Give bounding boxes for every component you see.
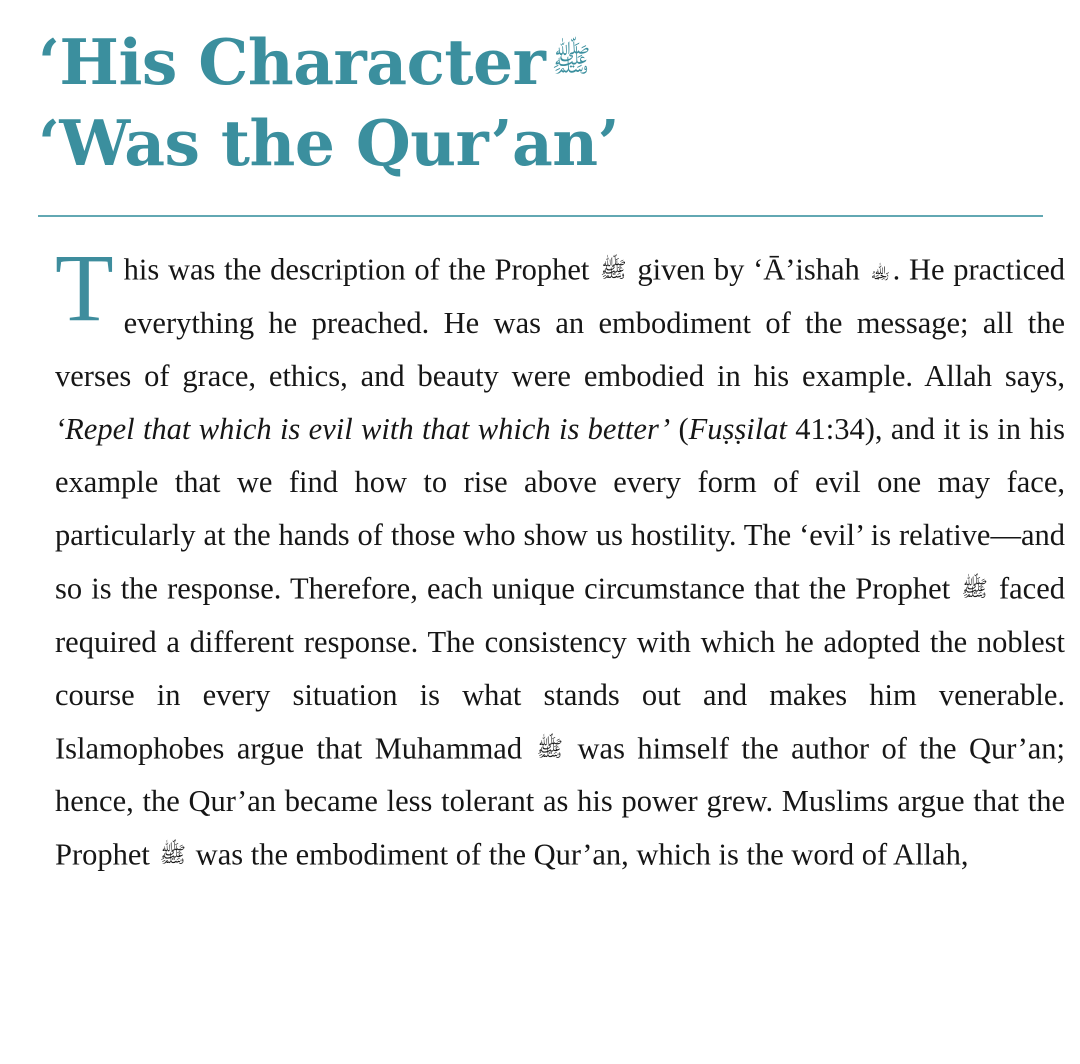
sallallahu-alayhi-wa-sallam-icon: ﷺ [551, 40, 591, 79]
citation-reference: 41:34 [786, 411, 865, 446]
body-paragraph [55, 234, 1065, 882]
title-line-1-text: ‘His Character [38, 25, 546, 99]
body-segment-1: his was the description of the Prophet [123, 252, 599, 287]
sallallahu-alayhi-wa-sallam-icon: ﷺ [600, 257, 627, 283]
drop-cap: T [55, 234, 114, 342]
body-segment-7: was himself the author of the Qur’an; hence, the Qur’an became less tolerant as his power grew. Muslims argue that the Prophet [55, 731, 1065, 872]
sallallahu-alayhi-wa-sallam-icon: ﷺ [536, 735, 564, 761]
body-segment-8: was the embodiment of the Qur’an, which is the word of Allah, [188, 837, 969, 872]
radiyallahu-anha-icon: ﵀ [870, 257, 891, 283]
title-line-1 [38, 22, 1045, 103]
body-segment-3: . He practiced everything he preached. He was an embodiment of the message; all the verses of grace, ethics, and beauty were embodied in his example. Allah says, [55, 252, 1065, 393]
page-title [35, 0, 1045, 183]
body-segment-4: ( [670, 411, 689, 446]
quran-quotation: ‘Repel that which is evil with that which is better’ [55, 411, 671, 446]
body-segment-5: ), and it is in his example that we find how to rise above every form of evil one may face, particularly at the hands of those who show us hostility. The ‘evil’ is relative—and so is the response. Therefore, each unique circumstance that the Prophet [55, 411, 1065, 606]
title-line-2: ‘Was the Qur’an’ [38, 105, 620, 180]
sallallahu-alayhi-wa-sallam-icon: ﷺ [961, 575, 988, 601]
citation-source: Fuṣṣilat [688, 411, 787, 446]
sallallahu-alayhi-wa-sallam-icon: ﷺ [159, 842, 187, 868]
body-segment-6: faced required a different response. The consistency with which he adopted the noblest course in every situation is what stands out and makes him venerable. Islamophobes argue that Muhammad [55, 571, 1065, 766]
body-segment-2: given by ʻĀ’ishah [628, 252, 869, 287]
title-rule-divider [38, 215, 1043, 217]
